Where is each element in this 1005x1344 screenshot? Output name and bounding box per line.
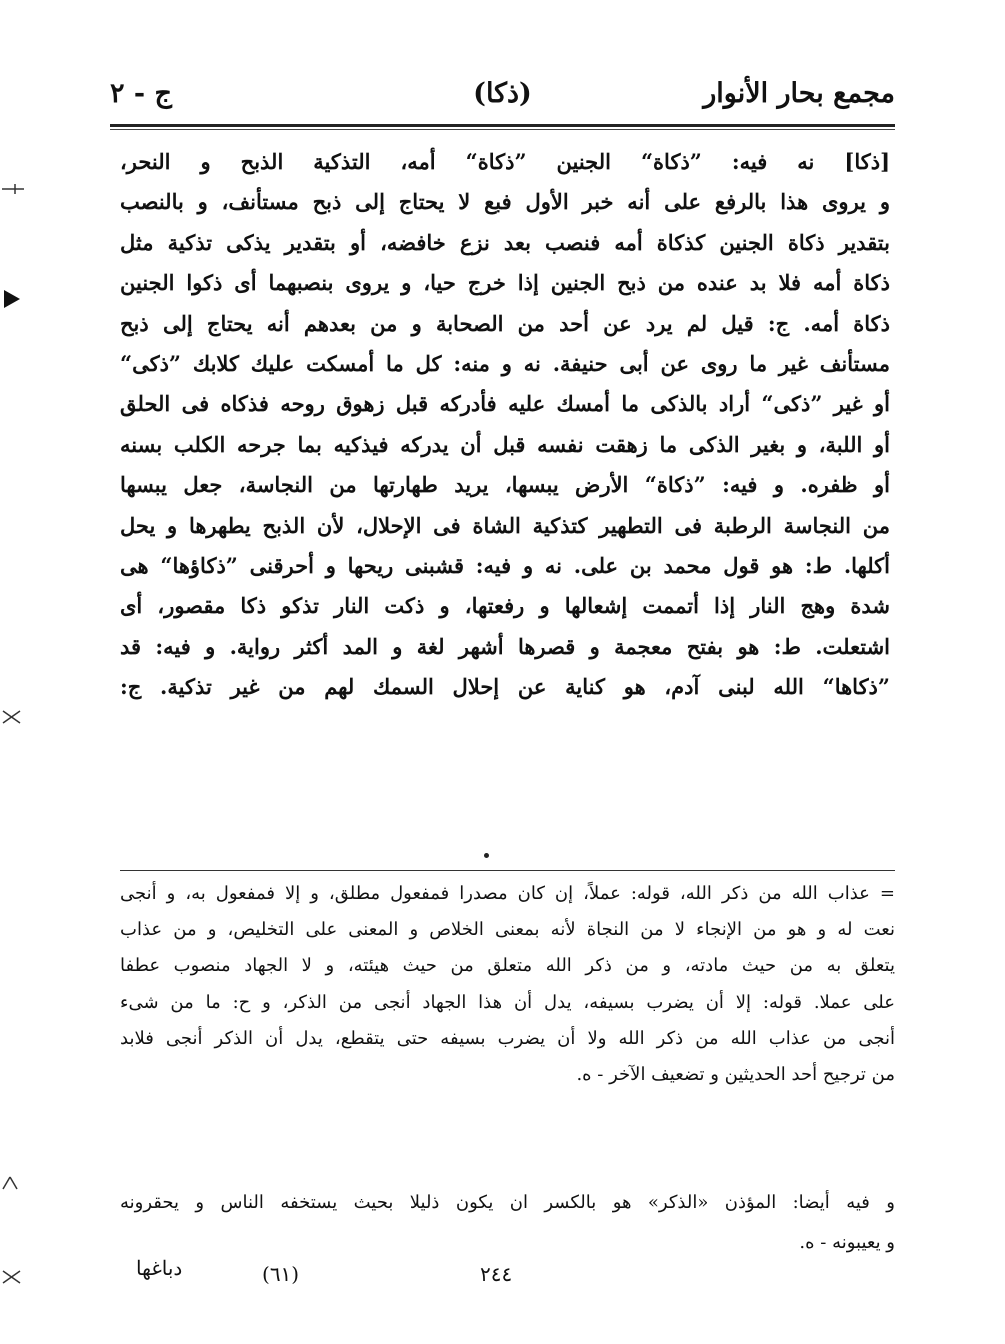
text-line: ذكاة أمه. ج: قيل لم يرد عن أحد من الصحابة و من بعدهم أنه يحتاج إلى ذبح bbox=[120, 310, 890, 336]
text-line: و يروى هذا بالرفع على أنه خبر الأول فبع لا يحتاج إلى ذبح مستأنف، و بالنصب bbox=[120, 189, 890, 215]
note-line: أنجى من عذاب الله من ذكر الله ولا أن يضرب بسيفه حتى يتقطع، يدل أن الذكر أنجى فلابد bbox=[120, 1027, 895, 1049]
note-line: على عملا. قوله: إلا أن يضرب بسيفه، يدل أن هذا الجهاد أنجى من الذكر، و ح: ما من شىء bbox=[120, 991, 895, 1013]
header-rule-thick bbox=[110, 124, 895, 127]
note-line: يتعلق به من حيث مادته، و من ذكر الله متعلق من حيث هيئته، و لا الجهاد منصوب عطفا bbox=[120, 955, 895, 977]
text-line: أو غير ”ذكى“ أراد بالذكى ما أمسك عليه فأدركه قبل زهوق روحه فذكاه فى الحلق bbox=[120, 391, 890, 417]
text-line: [ذكا] نه فيه: ”ذكاة“ الجنين ”ذكاة“ أمه، التذكية الذبح و النحر، bbox=[120, 149, 890, 174]
text-line: أو ظفره. و فيه: ”ذكاة“ الأرض يبسها، يريد طهارتها من النجاسة، جعل يبسها bbox=[120, 472, 890, 498]
signature-mark: (٦١) bbox=[262, 1262, 300, 1286]
note-line: و فيه أيضا: المؤذن «الذكر» هو بالكسر ان يكون ذليلا بحيث يستخفه الناس و يحقرونه bbox=[120, 1192, 895, 1213]
margin-mark-icon bbox=[0, 182, 26, 196]
footnotes bbox=[120, 876, 895, 1093]
volume-label: ج - ٢ bbox=[110, 78, 172, 109]
text-line: ذكاة أمه فلا بد عنده من ذبح الجنين إذا خرج حيا، و يروى بنصبهما أى ذكوا الجنين bbox=[120, 270, 890, 296]
text-line: من النجاسة الرطبة فى التطهير كتذكية الشاة فى الإحلال، لأن الذبح يطهرها و يحل bbox=[120, 512, 890, 538]
text-line: شدة وهج النار إذا أتممت إشعالها و رفعتها، و ذكت النار تذكو ذكا مقصور، أى bbox=[120, 593, 890, 619]
text-line: أو اللبة، و بغير الذكى ما زهقت نفسه قبل أن يدركه فيذكيه بما جرحه الكلب بسنه bbox=[120, 431, 890, 457]
note-line: و يعيبونه - ه. bbox=[799, 1232, 895, 1253]
separator-dot bbox=[484, 853, 489, 858]
note-line: = عذاب الله من ذكر الله، قوله: عملاً، إن كان مصدرا فمفعول مطلق، و إلا فمفعول به، و أنجى bbox=[120, 883, 895, 904]
text-line: مستأنف غير ما روى عن أبى حنيفة. نه و منه: كل ما أمسكت عليك كلابك ”ذكى“ bbox=[120, 350, 890, 376]
text-line: أكلها. ط: هو قول محمد بن على. نه و فيه: قشبنى ريحها و أحرقنى ”ذكاؤها“ هى bbox=[120, 552, 890, 578]
note-line: من ترجيح أحد الحديثين و تضعيف الآخر - ه. bbox=[576, 1063, 895, 1085]
book-title: مجمع بحار الأنوار bbox=[703, 78, 895, 109]
header-rule-thin bbox=[110, 129, 895, 130]
page-footer bbox=[0, 1256, 1005, 1302]
text-line: ”ذكاها“ الله لبنى آدم، هو كناية عن إحلال السمك لهم من غير تذكية. ج: bbox=[120, 674, 890, 700]
footnotes-second bbox=[120, 1183, 895, 1263]
page-number: ٢٤٤ bbox=[480, 1262, 513, 1286]
margin-triangle-icon bbox=[0, 288, 22, 310]
text-line: اشتعلت. ط: هو بفتح معجمة و قصرها أشهر لغة و المد أكثر رواية. و فيه: قد bbox=[120, 633, 890, 659]
margin-mark-icon bbox=[0, 1268, 24, 1286]
entry-root: (ذكا) bbox=[473, 78, 532, 109]
catchword: دباغها bbox=[136, 1256, 183, 1280]
margin-mark-icon bbox=[0, 1174, 20, 1192]
text-line: بتقدير ذكاة الجنين كذكاة أمه فنصب بعد نزع خافضه، أو بتقدير يذكى تذكية مثل bbox=[120, 229, 890, 255]
main-text bbox=[120, 142, 890, 707]
running-header bbox=[110, 78, 895, 120]
footnote-separator bbox=[120, 870, 895, 871]
note-line: نعت له و هو من الإنجاء لا من النجاة لأنه بمعنى الخلاص و المعنى على التخليص، و من عذاب bbox=[120, 919, 895, 941]
margin-mark-icon bbox=[0, 708, 24, 726]
